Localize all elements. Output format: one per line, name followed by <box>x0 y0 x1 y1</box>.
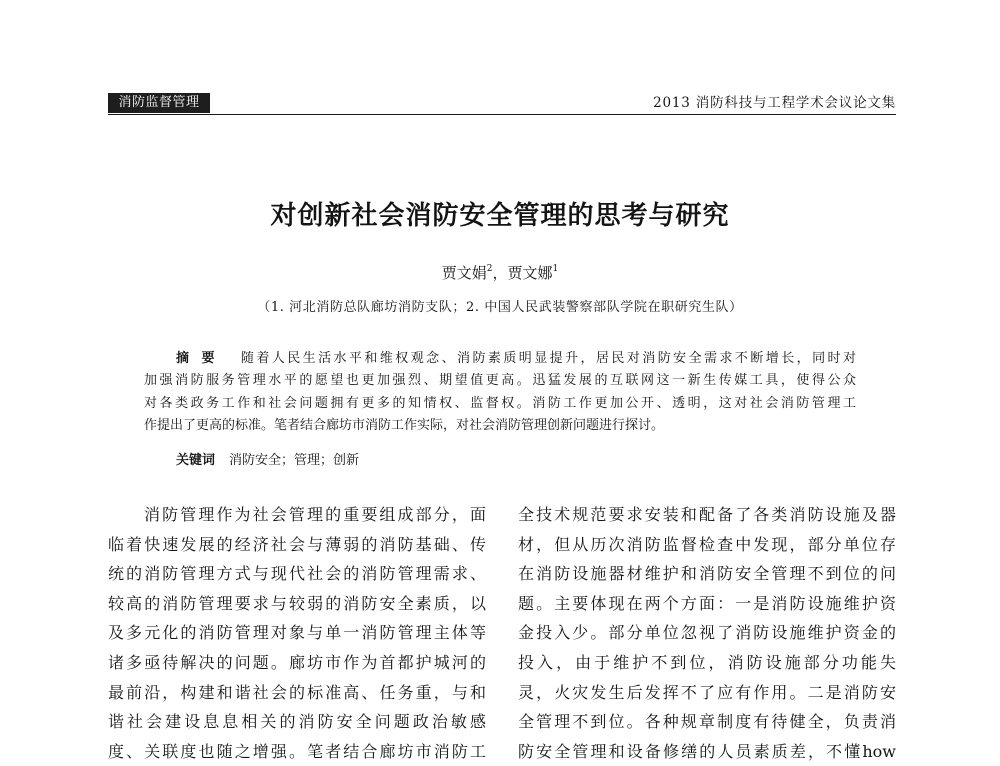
body-line: 及多元化的消防管理对象与单一消防管理主体等 <box>108 623 486 643</box>
author-line <box>0 257 1000 285</box>
body-line: 在消防设施器材维护和消防安全管理不到位的问 <box>518 564 896 584</box>
body-line: 防安全管理和设备修缮的人员素质差，不懂how <box>518 741 896 761</box>
body-line: 最前沿，构建和谐社会的标准高、任务重，与和 <box>108 682 486 702</box>
affiliation-mark: 2 <box>486 264 493 274</box>
body-line: 灵，火灾发生后发挥不了应有作用。二是消防安 <box>518 682 896 702</box>
running-head: 2013 消防科技与工程学术会议论文集 <box>653 95 896 111</box>
abstract-line: 加强消防服务管理水平的愿望也更加强烈、期望值更高。迅猛发展的互联网这一新生传媒工具，使得公众 <box>144 373 856 389</box>
body-line: 材，但从历次消防监督检查中发现，部分单位存 <box>518 534 896 554</box>
author-name: 贾文娜 <box>507 264 553 282</box>
body-line: 全管理不到位。各种规章制度有待健全，负责消 <box>518 712 896 732</box>
body-line: 诸多亟待解决的问题。廊坊市作为首都护城河的 <box>108 652 486 672</box>
body-line: 统的消防管理方式与现代社会的消防管理需求、 <box>108 564 486 584</box>
body-line: 度、关联度也随之增强。笔者结合廊坊市消防工 <box>108 741 486 761</box>
abstract-line <box>144 348 856 370</box>
abstract-line: 作提出了更高的标准。笔者结合廊坊市消防工作实际，对社会消防管理创新问题进行探讨。 <box>144 417 665 433</box>
body-line: 题。主要体现在两个方面：一是消防设施维护资 <box>518 593 896 613</box>
body-line: 投入，由于维护不到位，消防设施部分功能失 <box>518 652 896 672</box>
body-line: 金投入少。部分单位忽视了消防设施维护资金的 <box>518 623 896 643</box>
body-line: 较高的消防管理要求与较弱的消防安全素质，以 <box>108 593 486 613</box>
body-line: 临着快速发展的经济社会与薄弱的消防基础、传 <box>108 534 486 554</box>
body-line: 全技术规范要求安装和配备了各类消防设施及器 <box>518 505 896 524</box>
affiliation-line: （1. 河北消防总队廊坊消防支队；2. 中国人民武装警察部队学院在职研究生队） <box>257 300 743 315</box>
body-line: 消防管理作为社会管理的重要组成部分，面 <box>144 505 486 524</box>
abstract-line: 对各类政务工作和社会问题拥有更多的知情权、监督权。消防工作更加公开、透明，这对社会消防管理工 <box>144 395 856 411</box>
body-column-left <box>108 500 486 766</box>
body-line: 谐社会建设息息相关的消防安全问题政治敏感 <box>108 712 486 732</box>
author-name: 贾文娟 <box>441 264 487 282</box>
keywords <box>176 450 359 472</box>
affiliation-mark: 1 <box>552 264 559 274</box>
section-tag: 消防监督管理 <box>108 93 210 113</box>
abstract-label: 摘要 <box>176 351 227 366</box>
body-column-right <box>518 500 896 766</box>
keywords-text: 消防安全；管理；创新 <box>229 453 360 468</box>
keywords-label: 关键词 <box>176 453 216 468</box>
paper-title: 对创新社会消防安全管理的思考与研究 <box>270 201 730 231</box>
abstract-text: 随着人民生活水平和维权观念、消防素质明显提升，居民对消防安全需求不断增长，同时对 <box>240 351 856 366</box>
abstract <box>144 348 856 437</box>
author-separator: ， <box>492 264 508 282</box>
header-rule <box>108 114 896 115</box>
